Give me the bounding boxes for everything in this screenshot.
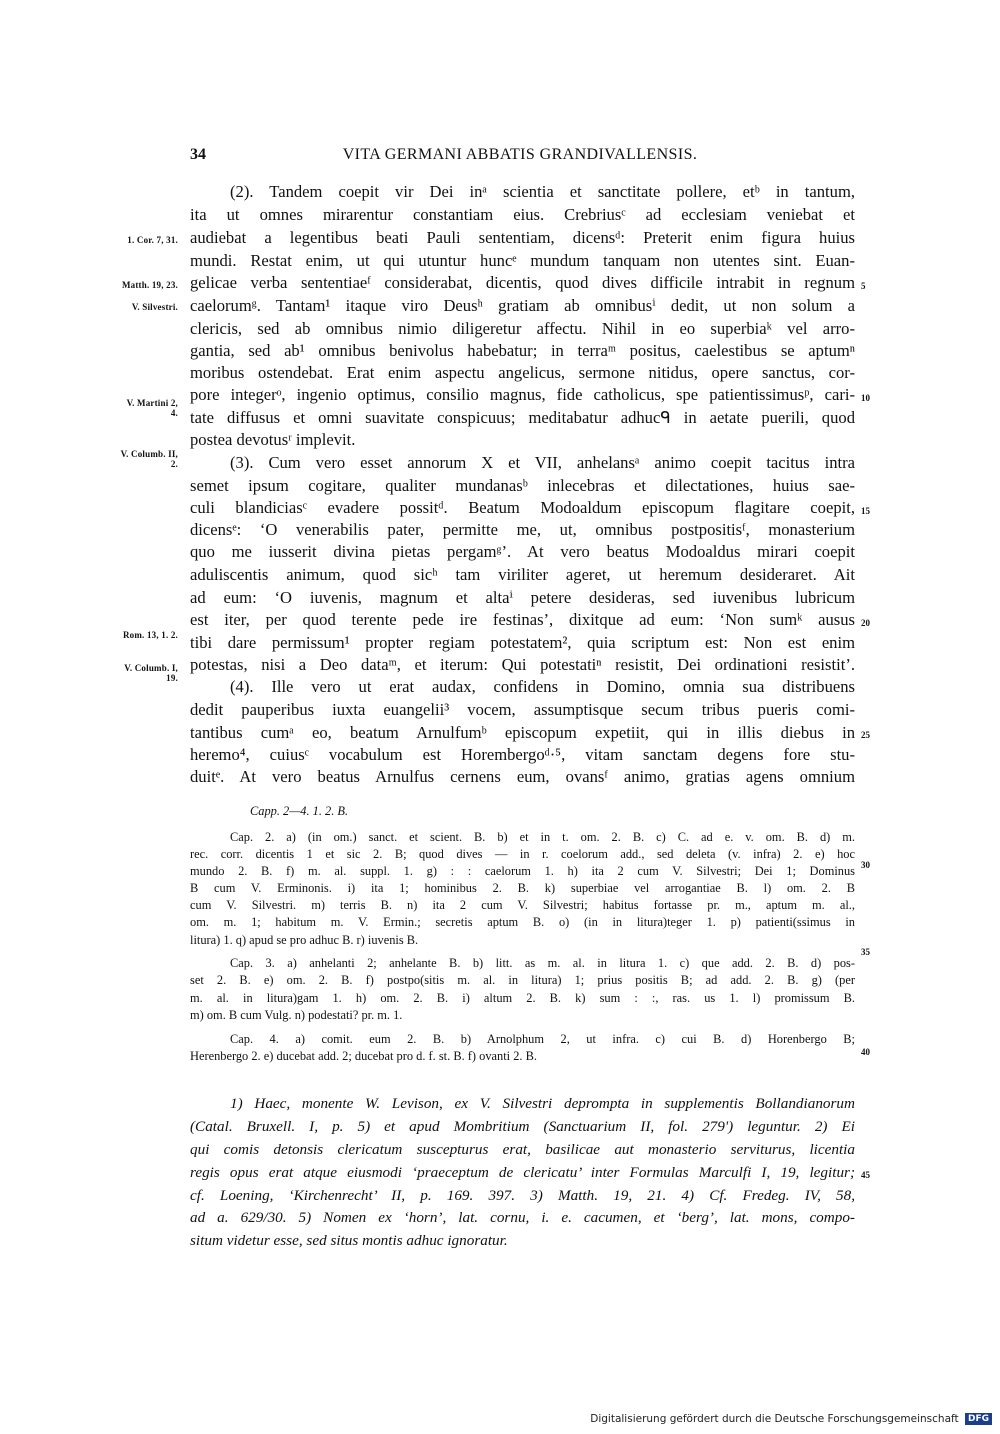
apparatus-line: m) om. B cum Vulg. n) podestati? pr. m. 1. xyxy=(190,1008,403,1022)
body-line: heremo⁴, cuiusᶜ vocabulum est Horembergoᵈ·⁵, vitam sanctam degens fore stu- xyxy=(190,745,855,764)
body-line: pore integerᵒ, ingenio optimus, consilio magnus, fide catholicus, spe patientissimusᵖ, cari- xyxy=(190,385,855,404)
body-line: aduliscentis animum, quod sicʰ tam viriliter ageret, ut heremum desideraret. Ait xyxy=(190,565,855,584)
footnote-line: ad a. 629/30. 5) Nomen ex ‘horn’, lat. cornu, i. e. cacumen, et ‘berg’, lat. mons, compo- xyxy=(190,1209,855,1226)
margin-note: V. Martini 2, 4. xyxy=(126,398,178,418)
funding-text: Digitalisierung gefördert durch die Deutsche Forschungsgemeinschaft xyxy=(590,1413,959,1425)
apparatus-line: Cap. 2. a) (in om.) sanct. et scient. B. b) et in t. om. 2. B. c) C. ad e. v. om. B. d) m. xyxy=(230,830,855,844)
body-line: gelicae verba sententiaeᶠ considerabat, dicentis, quod dives difficile intrabit in regnum xyxy=(190,273,855,292)
body-line: tantibus cumᵃ eo, beatum Arnulfumᵇ episcopum expetiit, qui in illis diebus in xyxy=(190,723,855,742)
body-line: culi blandiciasᶜ evadere possitᵈ. Beatum Modoaldum episcopum flagitare coepit, xyxy=(190,498,855,517)
line-number: 45 xyxy=(861,1170,870,1180)
body-line: duitᵉ. At vero beatus Arnulfus cernens eum, ovansᶠ animo, gratias agens omnium xyxy=(190,767,855,786)
body-line: moribus ostendebat. Erat enim aspectu angelicus, sermone nitidus, opere sanctus, cor- xyxy=(190,363,855,382)
apparatus-line: litura) 1. q) apud se pro adhuc B. r) iuvenis B. xyxy=(190,933,419,947)
footnote-line: qui comis detonsis clericatum suscepturus erat, basilicae aut monasterio serviturus, licentia xyxy=(190,1141,855,1158)
line-number: 15 xyxy=(861,506,870,516)
body-line: tibi dare permissum¹ propter regiam potestatem², quia scriptum est: Non est enim xyxy=(190,633,855,652)
body-line: postea devotusʳ implevit. xyxy=(190,430,356,449)
dfg-logo: DFG xyxy=(965,1413,992,1425)
body-line: dedit pauperibus iuxta euangelii³ vocem, assumptisque secum tribus pueris comi- xyxy=(190,700,855,719)
body-line: audiebat a legentibus beati Pauli sententiam, dicensᵈ: Preterit enim figura huius xyxy=(190,228,855,247)
body-line: clericis, sed ab omnibus nimio diligeretur affectu. Nihil in eo superbiaᵏ vel arro- xyxy=(190,319,855,338)
footnote-line: (Catal. Bruxell. I, p. 5) et apud Mombritium (Sanctuarium II, fol. 279') leguntur. 2) Ei xyxy=(190,1118,855,1135)
line-number: 20 xyxy=(861,618,870,628)
body-line: ad eum: ‘O iuvenis, magnum et altaⁱ petere desideras, sed iuvenibus lubricum xyxy=(190,588,855,607)
body-line: est iter, per quod terente pede ire festinas’, dixitque ad eum: ‘Non sumᵏ ausus xyxy=(190,610,855,629)
body-line: tate diffusus et omni suavitate conspicuus; meditabatur adhucᑫ in aetate puerili, quod xyxy=(190,408,855,427)
apparatus-line: om. m. 1; habitum m. V. Ermin.; secretis aptum B. o) (in in litura)teger 1. p) patienti(ssimus in xyxy=(190,915,855,929)
apparatus-caption: Capp. 2—4. 1. 2. B. xyxy=(250,804,349,818)
body-line: (3). Cum vero esset annorum X et VII, anhelansᵃ animo coepit tacitus intra xyxy=(230,453,855,472)
body-line: dicensᵉ: ‘O venerabilis pater, permitte me, ut, omnibus postpositisᶠ, monasterium xyxy=(190,520,855,539)
apparatus-line: cum V. Silvestri. m) terris B. n) ita 2 cum V. Silvestri; habitus fortasse pr. m., aptum m. al., xyxy=(190,898,855,912)
margin-note: V. Columb. II, 2. xyxy=(120,449,178,469)
margin-note: V. Silvestri. xyxy=(131,302,178,312)
line-number: 40 xyxy=(861,1047,870,1057)
body-line: (4). Ille vero ut erat audax, confidens in Domino, omnia sua distribuens xyxy=(230,677,855,696)
footnote-line: regis opus erat atque eiusmodi ‘praeceptum de clericatu’ inter Formulas Marculfi I, 19, legitur; xyxy=(190,1164,855,1181)
running-title: VITA GERMANI ABBATIS GRANDIVALLENSIS. xyxy=(342,146,698,163)
apparatus-line: m. al. in litura)gam 1. h) om. 2. B. i) altum 2. B. k) sum : :, ras. us 1. l) promissum B. xyxy=(190,991,855,1005)
line-number: 10 xyxy=(861,393,870,403)
apparatus-line: mundo 2. B. f) m. al. suppl. 1. g) : : caelorum 1. h) ita 2 cum V. Silvestri; Dei 1; Dominus xyxy=(190,864,855,878)
page-number: 34 xyxy=(190,146,206,163)
footnote-line: situm videtur esse, sed situs montis adhuc ignoratur. xyxy=(190,1232,508,1249)
apparatus-line: Herenbergo 2. e) ducebat add. 2; ducebat pro d. f. st. B. f) ovanti 2. B. xyxy=(190,1049,537,1063)
body-line: ita ut omnes mirarentur constantiam eius. Crebriusᶜ ad ecclesiam veniebat et xyxy=(190,205,855,224)
body-line: (2). Tandem coepit vir Dei inᵃ scientia et sanctitate pollere, etᵇ in tantum, xyxy=(230,182,855,201)
apparatus-line: rec. corr. dicentis 1 et sic 2. B; quod dives — in r. coelorum add., sed deleta (v. infra) 2. e) hoc xyxy=(190,847,855,861)
body-line: mundi. Restat enim, ut qui utuntur huncᵉ mundum tanquam non utentes sint. Euan- xyxy=(190,251,855,270)
margin-note: 1. Cor. 7, 31. xyxy=(127,235,178,245)
line-number: 35 xyxy=(861,947,870,957)
margin-note: Matth. 19, 23. xyxy=(121,280,178,290)
line-number: 25 xyxy=(861,730,870,740)
line-number: 5 xyxy=(861,281,866,291)
body-line: semet ipsum cogitare, qualiter mundanasᵇ inlecebras et dilectationes, huius sae- xyxy=(190,476,855,495)
apparatus-line: B cum V. Erminonis. i) ita 1; hominibus 2. B. k) superbiae vel arrogantiae B. l) om. 2. B xyxy=(190,881,855,895)
apparatus-line: Cap. 3. a) anhelanti 2; anhelante B. b) litt. as m. al. in litura 1. c) que add. 2. B. d) pos- xyxy=(230,956,855,970)
body-line: gantia, sed ab¹ omnibus benivolus habebatur; in terraᵐ positus, caelestibus se aptumⁿ xyxy=(190,341,855,360)
apparatus-line: set 2. B. e) om. 2. B. f) postpo(sitis m. al. in litura) 1; prius positis B; ad add. 2. B. g) (per xyxy=(190,973,855,987)
footnote-line: 1) Haec, monente W. Levison, ex V. Silvestri deprompta in supplementis Bollandianorum xyxy=(230,1095,855,1112)
footnote-line: cf. Loening, ‘Kirchenrecht’ II, p. 169. 397. 3) Matth. 19, 21. 4) Cf. Fredeg. IV, 58, xyxy=(190,1187,855,1204)
apparatus-line: Cap. 4. a) comit. eum 2. B. b) Arnolphum 2, ut infra. c) cui B. d) Horenbergo B; xyxy=(230,1032,855,1046)
margin-note: V. Columb. I, 19. xyxy=(124,663,178,683)
line-number: 30 xyxy=(861,860,870,870)
body-line: potestas, nisi a Deo dataᵐ, et iterum: Qui potestatiⁿ resistit, Dei ordinationi resistit’. xyxy=(190,655,855,674)
margin-note: Rom. 13, 1. 2. xyxy=(122,630,178,640)
body-line: quo me iusserit divina pietas pergamᵍ’. At vero beatus Modoaldus mirari coepit xyxy=(190,542,855,561)
funding-footer xyxy=(590,1413,992,1425)
body-line: caelorumᵍ. Tantam¹ itaque viro Deusʰ gratiam ab omnibusⁱ dedit, ut non solum a xyxy=(190,296,855,315)
